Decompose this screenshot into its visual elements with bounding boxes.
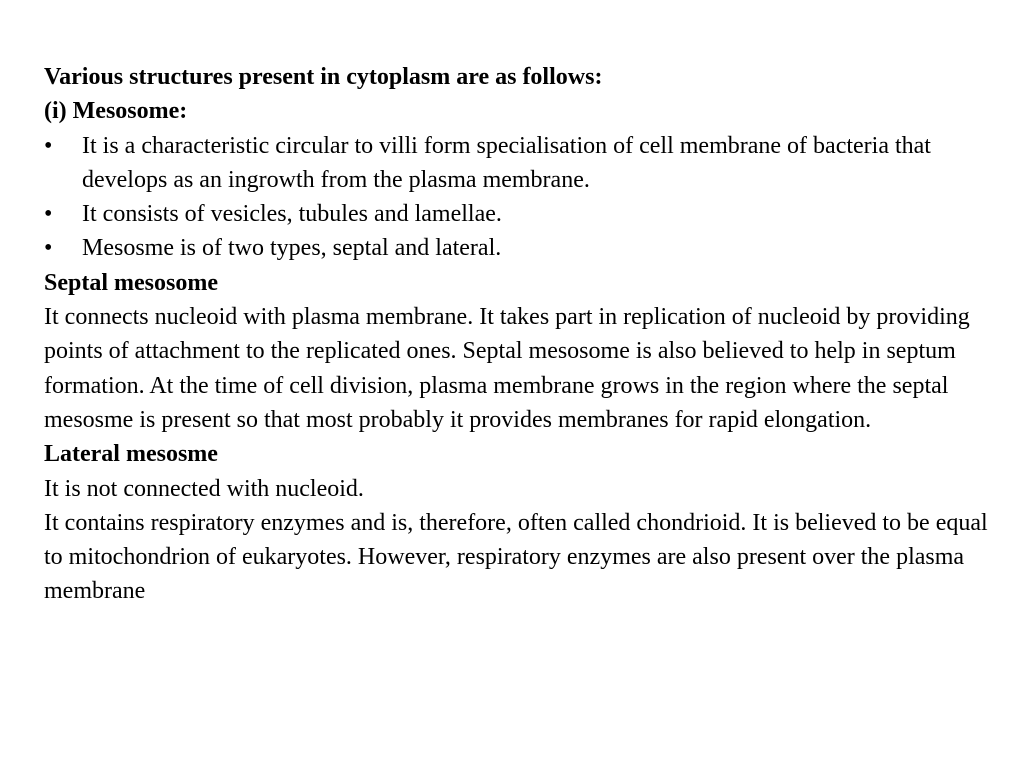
main-heading: Various structures present in cytoplasm are as follows: bbox=[44, 64, 603, 90]
bullet-text: It is a characteristic circular to villi form specialisation of cell membrane of bacteria that develops as an ingrowth from the plasma membrane. bbox=[82, 132, 931, 193]
bullet-icon: • bbox=[44, 201, 53, 228]
bullet-item bbox=[44, 197, 994, 231]
bullet-text: Mesosme is of two types, septal and lateral. bbox=[82, 235, 502, 262]
septal-paragraph: It connects nucleoid with plasma membrane. It takes part in replication of nucleoid by providing points of attachment to the replicated ones. Septal mesosome is also believed to help in septum formation. At the time of cell division, plasma membrane grows in the region where the septal mesosme is present so that most probably it provides membranes for rapid elongation. bbox=[44, 304, 970, 433]
septal-heading: Septal mesosome bbox=[44, 269, 218, 296]
bullet-icon: • bbox=[44, 132, 53, 159]
bullet-icon: • bbox=[44, 235, 53, 262]
bullet-item bbox=[44, 129, 994, 198]
lateral-paragraph-2: It contains respiratory enzymes and is, therefore, often called chondrioid. It is believed to be equal to mitochondrion of eukaryotes. However, respiratory enzymes are also present over the plasma membrane bbox=[44, 509, 988, 605]
mesosome-heading: (i) Mesosome: bbox=[44, 98, 188, 125]
lateral-paragraph-1: It is not connected with nucleoid. bbox=[44, 475, 364, 502]
bullet-item bbox=[44, 231, 994, 265]
mesosome-bullet-list bbox=[44, 129, 994, 266]
lateral-heading: Lateral mesosme bbox=[44, 441, 218, 468]
bullet-text: It consists of vesicles, tubules and lamellae. bbox=[82, 201, 502, 228]
slide-content bbox=[44, 60, 994, 609]
